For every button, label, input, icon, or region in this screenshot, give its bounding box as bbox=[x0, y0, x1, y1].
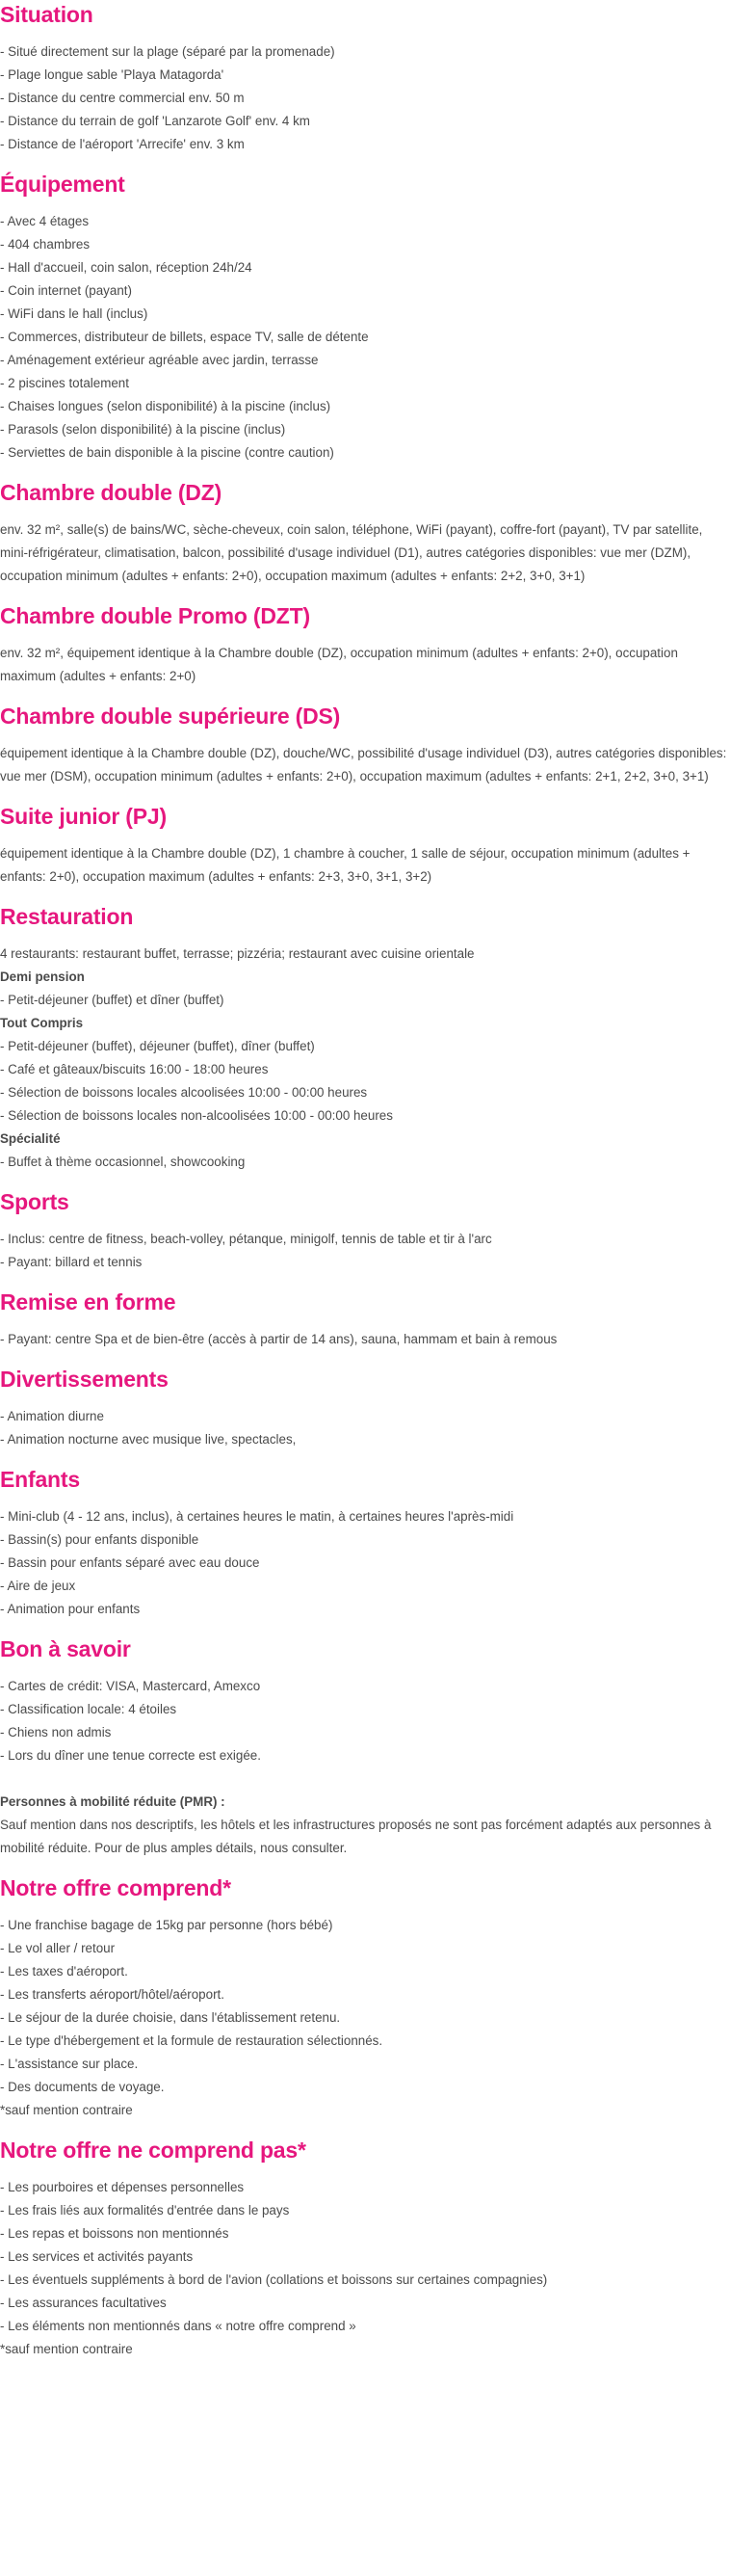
remise-list bbox=[0, 1328, 730, 1351]
section-situation bbox=[0, 0, 730, 156]
list-item: *sauf mention contraire bbox=[0, 2342, 133, 2356]
list-item: - Animation nocturne avec musique live, spectacles, bbox=[0, 1432, 297, 1447]
list-item: - Animation diurne bbox=[0, 1409, 104, 1423]
section-enfants bbox=[0, 1465, 730, 1621]
enfants-list bbox=[0, 1505, 730, 1621]
list-item: - L'assistance sur place. bbox=[0, 2057, 139, 2071]
list-item: - Petit-déjeuner (buffet), déjeuner (buffet), dîner (buffet) bbox=[0, 1039, 315, 1053]
list-item: - Situé directement sur la plage (séparé par la promenade) bbox=[0, 44, 335, 59]
demi-pension-label: Demi pension bbox=[0, 969, 85, 984]
list-item: - Inclus: centre de fitness, beach-volley, pétanque, minigolf, tennis de table et tir à l'arc bbox=[0, 1232, 492, 1246]
tout-compris-list bbox=[0, 1035, 730, 1128]
list-item: - Serviettes de bain disponible à la piscine (contre caution) bbox=[0, 445, 334, 460]
list-item: - Les éléments non mentionnés dans « notre offre comprend » bbox=[0, 2319, 356, 2333]
spacer bbox=[0, 1767, 730, 1791]
section-equipement bbox=[0, 170, 730, 465]
section-title-offre-ne-comprend-pas: Notre offre ne comprend pas* bbox=[0, 2138, 306, 2163]
list-item: - 404 chambres bbox=[0, 237, 91, 252]
list-item: - Café et gâteaux/biscuits 16:00 - 18:00 heures bbox=[0, 1062, 269, 1076]
section-offre-ne-comprend-pas bbox=[0, 2136, 730, 2361]
list-item: - Les éventuels suppléments à bord de l'avion (collations et boissons sur certaines compagnies) bbox=[0, 2272, 548, 2287]
section-room-pj bbox=[0, 802, 730, 889]
list-item: - Le vol aller / retour bbox=[0, 1941, 116, 1955]
section-title-room-ds: Chambre double supérieure (DS) bbox=[0, 704, 341, 729]
list-item: - Buffet à thème occasionnel, showcooking bbox=[0, 1155, 246, 1169]
section-title-restauration: Restauration bbox=[0, 904, 134, 929]
list-item: - Avec 4 étages bbox=[0, 214, 90, 228]
pmr-text: Sauf mention dans nos descriptifs, les hôtels et les infrastructures proposés ne sont pas forcément adaptés aux personnes à mobilité réduite. Pour de plus amples détails, nous consulter. bbox=[0, 1818, 712, 1855]
room-ds-description: équipement identique à la Chambre double (DZ), douche/WC, possibilité d'usage individuel (D3), autres catégories disponibles: vue mer (DSM), occupation minimum (adultes + enfants: 2+0), occupation maximum (adultes + enfants: 2+1, 2+2, 3+0, 3+1) bbox=[0, 746, 727, 783]
section-title-divertissements: Divertissements bbox=[0, 1367, 169, 1392]
list-item: - Sélection de boissons locales non-alcoolisées 10:00 - 00:00 heures bbox=[0, 1108, 393, 1123]
list-item: - Aire de jeux bbox=[0, 1579, 76, 1593]
list-item: - Les taxes d'aéroport. bbox=[0, 1964, 128, 1978]
room-pj-description: équipement identique à la Chambre double (DZ), 1 chambre à coucher, 1 salle de séjour, occupation minimum (adultes + enfants: 2+0), occupation maximum (adultes + enfants: 2+3, 3+0, 3+1, 3+2) bbox=[0, 846, 691, 884]
list-item: - Le type d'hébergement et la formule de restauration sélectionnés. bbox=[0, 2033, 383, 2048]
section-divertissements bbox=[0, 1365, 730, 1451]
specialite-list bbox=[0, 1151, 730, 1174]
demi-pension-list bbox=[0, 989, 730, 1012]
list-item: - Chiens non admis bbox=[0, 1725, 112, 1739]
list-item: - Mini-club (4 - 12 ans, inclus), à certaines heures le matin, à certaines heures l'après-midi bbox=[0, 1509, 514, 1524]
tout-compris-label: Tout Compris bbox=[0, 1016, 84, 1030]
section-title-room-pj: Suite junior (PJ) bbox=[0, 804, 167, 829]
section-title-sports: Sports bbox=[0, 1189, 69, 1214]
list-item: - Les pourboires et dépenses personnelles bbox=[0, 2180, 245, 2194]
section-restauration bbox=[0, 902, 730, 1174]
list-item: - Aménagement extérieur agréable avec jardin, terrasse bbox=[0, 353, 319, 367]
list-item: - Des documents de voyage. bbox=[0, 2080, 165, 2094]
list-item: - Distance du centre commercial env. 50 m bbox=[0, 91, 245, 105]
section-title-remise-en-forme: Remise en forme bbox=[0, 1289, 176, 1315]
list-item: - Parasols (selon disponibilité) à la piscine (inclus) bbox=[0, 422, 286, 437]
list-item: - Coin internet (payant) bbox=[0, 283, 132, 298]
list-item: - Les assurances facultatives bbox=[0, 2296, 167, 2310]
list-item: - Payant: centre Spa et de bien-être (accès à partir de 14 ans), sauna, hammam et bain à remous bbox=[0, 1332, 558, 1346]
section-room-dzt bbox=[0, 601, 730, 688]
list-item: - WiFi dans le hall (inclus) bbox=[0, 306, 148, 321]
list-item: - Classification locale: 4 étoiles bbox=[0, 1702, 177, 1716]
section-title-bon-a-savoir: Bon à savoir bbox=[0, 1636, 131, 1661]
list-item: *sauf mention contraire bbox=[0, 2103, 133, 2117]
section-title-situation: Situation bbox=[0, 2, 93, 27]
list-item: - Les repas et boissons non mentionnés bbox=[0, 2226, 229, 2241]
room-dz-description: env. 32 m², salle(s) de bains/WC, sèche-cheveux, coin salon, téléphone, WiFi (payant), coffre-fort (payant), TV par satellite, mini-réfrigérateur, climatisation, balcon, possibilité d'usage individuel (D1), autres catégories disponibles: vue mer (DZM), occupation minimum (adultes + enfants: 2+0), occupation maximum (adultes + enfants: 2+2, 3+0, 3+1) bbox=[0, 522, 703, 583]
list-item: - Hall d'accueil, coin salon, réception 24h/24 bbox=[0, 260, 252, 275]
list-item: - Les frais liés aux formalités d'entrée dans le pays bbox=[0, 2203, 290, 2217]
list-item: - Plage longue sable 'Playa Matagorda' bbox=[0, 67, 224, 82]
list-item: - Distance de l'aéroport 'Arrecife' env. 3 km bbox=[0, 137, 245, 151]
list-item: - Les transferts aéroport/hôtel/aéroport. bbox=[0, 1987, 224, 2002]
specialite-label: Spécialité bbox=[0, 1131, 61, 1146]
section-room-dz bbox=[0, 478, 730, 588]
divertissements-list bbox=[0, 1405, 730, 1451]
section-sports bbox=[0, 1187, 730, 1274]
bon-a-savoir-list bbox=[0, 1675, 730, 1767]
restauration-content bbox=[0, 943, 730, 1174]
room-dzt-description: env. 32 m², équipement identique à la Chambre double (DZ), occupation minimum (adultes + enfants: 2+0), occupation maximum (adultes + enfants: 2+0) bbox=[0, 646, 678, 683]
list-item: - Chaises longues (selon disponibilité) à la piscine (inclus) bbox=[0, 399, 331, 413]
list-item: - 2 piscines totalement bbox=[0, 376, 129, 390]
section-title-enfants: Enfants bbox=[0, 1467, 80, 1492]
section-title-offre-comprend: Notre offre comprend* bbox=[0, 1875, 231, 1900]
restauration-intro: 4 restaurants: restaurant buffet, terrasse; pizzéria; restaurant avec cuisine orientale bbox=[0, 946, 475, 961]
list-item: - Payant: billard et tennis bbox=[0, 1255, 143, 1269]
section-remise-en-forme bbox=[0, 1288, 730, 1351]
list-item: - Lors du dîner une tenue correcte est exigée. bbox=[0, 1748, 261, 1763]
list-item: - Petit-déjeuner (buffet) et dîner (buffet) bbox=[0, 993, 224, 1007]
sports-list bbox=[0, 1228, 730, 1274]
section-room-ds bbox=[0, 702, 730, 788]
section-title-room-dz: Chambre double (DZ) bbox=[0, 480, 222, 505]
list-item: - Le séjour de la durée choisie, dans l'établissement retenu. bbox=[0, 2010, 341, 2025]
list-item: - Sélection de boissons locales alcoolisées 10:00 - 00:00 heures bbox=[0, 1085, 368, 1100]
list-item: - Bassin pour enfants séparé avec eau douce bbox=[0, 1555, 260, 1570]
section-bon-a-savoir bbox=[0, 1634, 730, 1860]
list-item: - Une franchise bagage de 15kg par personne (hors bébé) bbox=[0, 1918, 333, 1932]
section-offre-comprend bbox=[0, 1873, 730, 2122]
equipement-list bbox=[0, 210, 730, 465]
list-item: - Bassin(s) pour enfants disponible bbox=[0, 1532, 199, 1547]
list-item: - Les services et activités payants bbox=[0, 2249, 194, 2264]
list-item: - Animation pour enfants bbox=[0, 1602, 141, 1616]
list-item: - Cartes de crédit: VISA, Mastercard, Amexco bbox=[0, 1679, 261, 1693]
pmr-label: Personnes à mobilité réduite (PMR) : bbox=[0, 1794, 225, 1809]
list-item: - Commerces, distributeur de billets, espace TV, salle de détente bbox=[0, 330, 369, 344]
situation-list bbox=[0, 40, 730, 156]
offre-ne-comprend-pas-list bbox=[0, 2176, 730, 2361]
section-title-equipement: Équipement bbox=[0, 172, 125, 197]
offre-comprend-list bbox=[0, 1914, 730, 2122]
section-title-room-dzt: Chambre double Promo (DZT) bbox=[0, 603, 310, 628]
list-item: - Distance du terrain de golf 'Lanzarote Golf' env. 4 km bbox=[0, 114, 310, 128]
